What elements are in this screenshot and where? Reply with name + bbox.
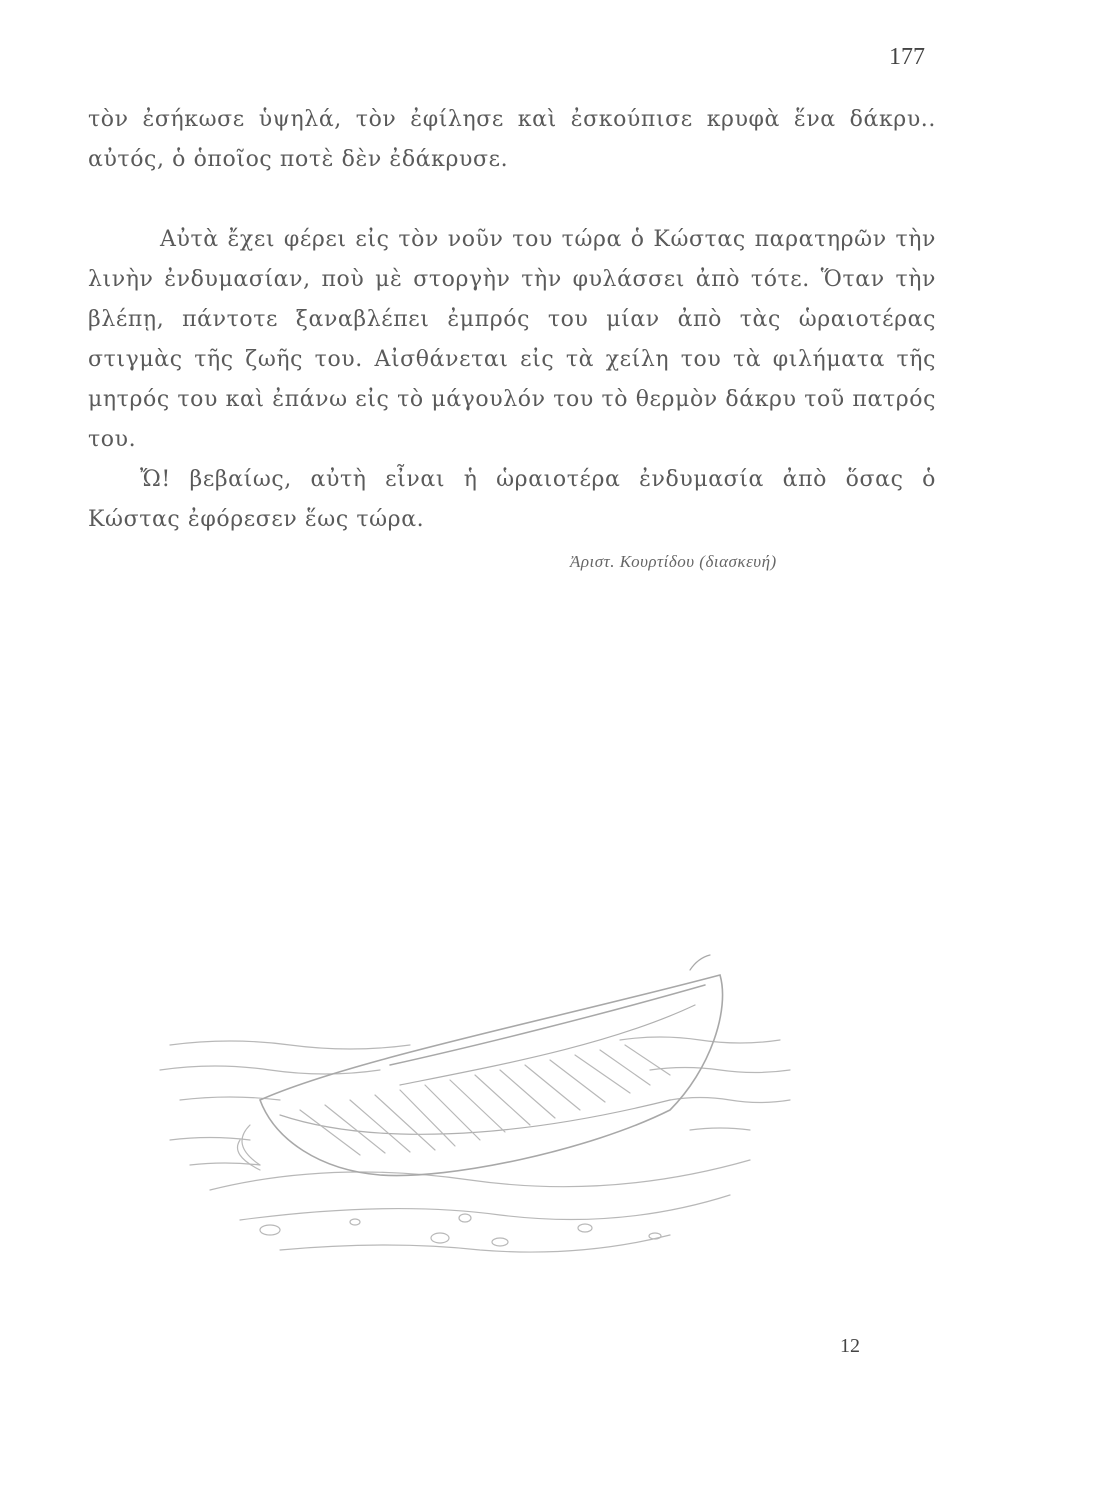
page-number: 177 — [889, 44, 925, 70]
paragraph-continuation: τὸν ἐσήκωσε ὑψηλά, τὸν ἐφίλησε καὶ ἐσκούπισε κρυφὰ ἕνα δάκρυ.. αὐτός, ὁ ὁποῖος ποτὲ δὲν ἐδάκρυσε. — [88, 107, 936, 172]
author-attribution: Ἀριστ. Κουρτίδου (διασκευή) — [570, 552, 777, 571]
paragraph-kostas-reflection: Αὐτὰ ἔχει φέρει εἰς τὸν νοῦν του τώρα ὁ Κώστας παρατηρῶν τὴν λινὴν ἐνδυμασίαν, ποὺ μὲ στοργὴν τὴν φυλάσσει ἀπὸ τότε. Ὅταν τὴν βλέπῃ, πάντοτε ξαναβλέπει ἐμπρός του μίαν ἀπὸ τὰς ὡραιοτέρας στιγμὰς τῆς ζωῆς του. Αἰσθάνεται εἰς τὰ χείλη του τὰ φιλήματα τῆς μητρός του καὶ ἐπάνω εἰς τὸ μάγουλόν του τὸ θερμὸν δάκρυ τοῦ πατρός του. — [88, 227, 936, 452]
rowboat-illustration — [150, 950, 810, 1280]
rowboat-sketch-icon — [150, 950, 810, 1280]
body-text — [88, 100, 936, 540]
paragraph-conclusion: Ὤ! βεβαίως, αὐτὴ εἶναι ἡ ὡραιοτέρα ἐνδυμασία ἀπὸ ὅσας ὁ Κώστας ἐφόρεσεν ἕως τώρα. — [88, 467, 936, 532]
footer-number: 12 — [840, 1335, 860, 1357]
